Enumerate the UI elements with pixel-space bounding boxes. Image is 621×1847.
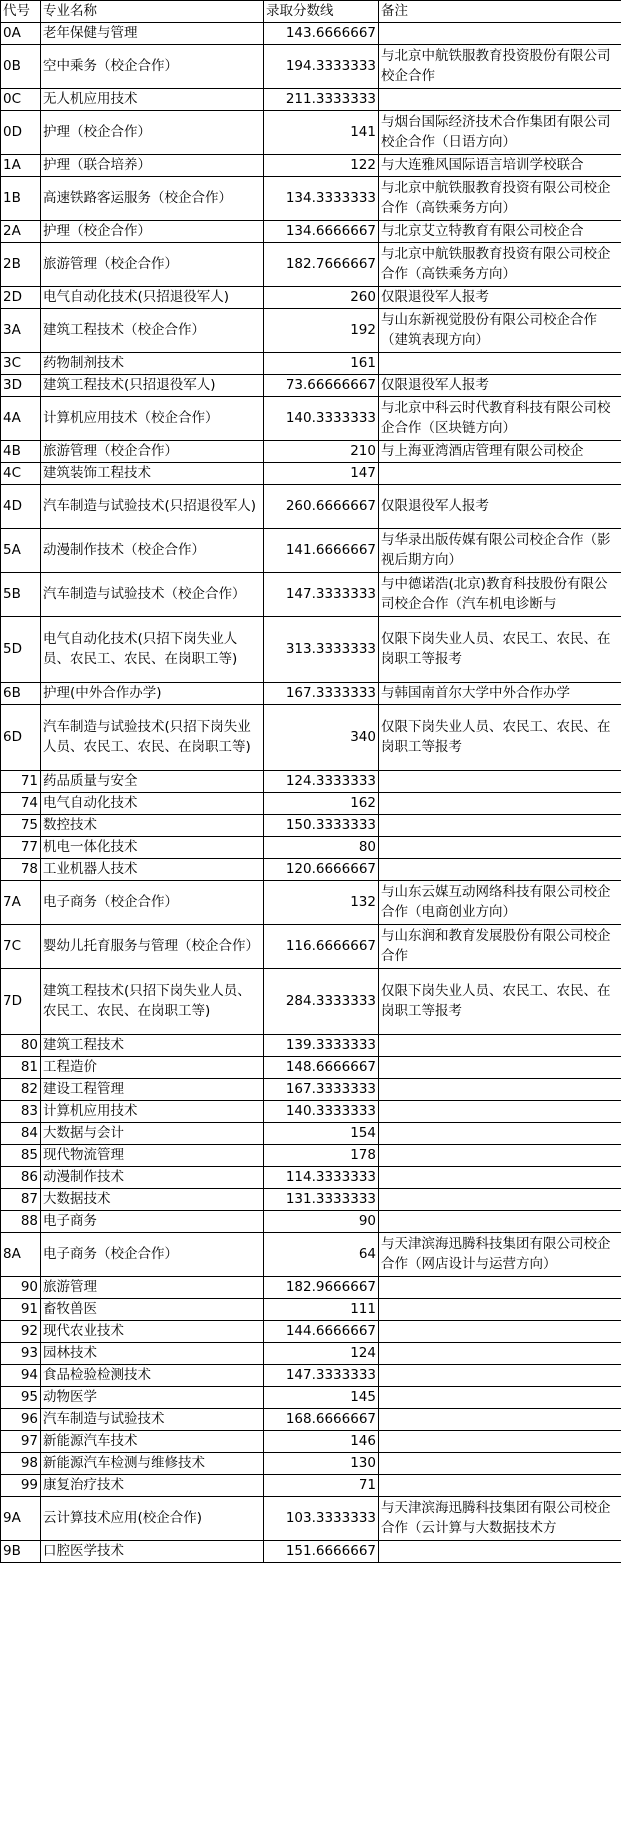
cell-score: 150.3333333 <box>264 815 379 837</box>
cell-note <box>379 1453 621 1475</box>
cell-score: 143.6666667 <box>264 23 379 45</box>
cell-note <box>379 1145 621 1167</box>
cell-score: 147.3333333 <box>264 573 379 617</box>
cell-code: 3A <box>1 309 41 353</box>
cell-name: 动漫制作技术（校企合作） <box>41 529 264 573</box>
cell-note <box>379 859 621 881</box>
cell-code: 4C <box>1 463 41 485</box>
cell-name: 旅游管理 <box>41 1277 264 1299</box>
table-row <box>1 353 621 375</box>
cell-score: 147 <box>264 463 379 485</box>
cell-note: 与华录出版传媒有限公司校企合作（影视后期方向） <box>379 529 621 573</box>
cell-code: 82 <box>1 1079 41 1101</box>
cell-score: 120.6666667 <box>264 859 379 881</box>
cell-name: 畜牧兽医 <box>41 1299 264 1321</box>
cell-score: 154 <box>264 1123 379 1145</box>
cell-score: 211.3333333 <box>264 89 379 111</box>
cell-score: 124.3333333 <box>264 771 379 793</box>
cell-name: 药物制剂技术 <box>41 353 264 375</box>
table-row <box>1 1541 621 1563</box>
cell-name: 现代物流管理 <box>41 1145 264 1167</box>
cell-name: 建设工程管理 <box>41 1079 264 1101</box>
cell-score: 141 <box>264 111 379 155</box>
cell-code: 93 <box>1 1343 41 1365</box>
cell-note: 仅限下岗失业人员、农民工、农民、在岗职工等报考 <box>379 617 621 683</box>
table-row <box>1 397 621 441</box>
cell-note: 与上海亚湾酒店管理有限公司校企 <box>379 441 621 463</box>
table-row <box>1 463 621 485</box>
cell-name: 建筑工程技术 <box>41 1035 264 1057</box>
table-row <box>1 617 621 683</box>
cell-score: 80 <box>264 837 379 859</box>
cell-score: 140.3333333 <box>264 397 379 441</box>
cell-name: 电气自动化技术(只招下岗失业人员、农民工、农民、在岗职工等) <box>41 617 264 683</box>
cell-note: 与中德诺浩(北京)教育科技股份有限公司校企合作（汽车机电诊断与 <box>379 573 621 617</box>
cell-name: 护理(中外合作办学) <box>41 683 264 705</box>
cell-score: 162 <box>264 793 379 815</box>
cell-code: 95 <box>1 1387 41 1409</box>
cell-note: 仅限退役军人报考 <box>379 485 621 529</box>
cell-code: 9B <box>1 1541 41 1563</box>
cell-note <box>379 793 621 815</box>
cell-name: 电气自动化技术(只招退役军人) <box>41 287 264 309</box>
cell-code: 0B <box>1 45 41 89</box>
cell-code: 99 <box>1 1475 41 1497</box>
table-row <box>1 441 621 463</box>
cell-score: 114.3333333 <box>264 1167 379 1189</box>
cell-code: 86 <box>1 1167 41 1189</box>
cell-note <box>379 1167 621 1189</box>
cell-score: 134.3333333 <box>264 177 379 221</box>
cell-code: 2A <box>1 221 41 243</box>
table-row <box>1 1387 621 1409</box>
cell-note <box>379 1035 621 1057</box>
table-row <box>1 1277 621 1299</box>
header-code: 代号 <box>1 1 41 23</box>
table-row <box>1 1431 621 1453</box>
cell-note <box>379 1211 621 1233</box>
cell-name: 老年保健与管理 <box>41 23 264 45</box>
header-name: 专业名称 <box>41 1 264 23</box>
table-row <box>1 1233 621 1277</box>
cell-note <box>379 1365 621 1387</box>
cell-code: 94 <box>1 1365 41 1387</box>
cell-note: 与北京中航铁服教育投资有限公司校企合作（高铁乘务方向） <box>379 243 621 287</box>
table-row <box>1 1123 621 1145</box>
cell-code: 77 <box>1 837 41 859</box>
cell-score: 340 <box>264 705 379 771</box>
cell-score: 139.3333333 <box>264 1035 379 1057</box>
table-row <box>1 969 621 1035</box>
table-row <box>1 705 621 771</box>
cell-name: 新能源汽车技术 <box>41 1431 264 1453</box>
cell-name: 计算机应用技术（校企合作） <box>41 397 264 441</box>
cell-code: 1A <box>1 155 41 177</box>
cell-code: 5A <box>1 529 41 573</box>
cell-score: 284.3333333 <box>264 969 379 1035</box>
cell-name: 旅游管理（校企合作） <box>41 243 264 287</box>
cell-code: 0D <box>1 111 41 155</box>
table-row <box>1 1475 621 1497</box>
cell-code: 84 <box>1 1123 41 1145</box>
table-row <box>1 1145 621 1167</box>
table-row <box>1 1365 621 1387</box>
cell-note: 与天津滨海迅腾科技集团有限公司校企合作（云计算与大数据技术方 <box>379 1497 621 1541</box>
cell-score: 116.6666667 <box>264 925 379 969</box>
cell-note <box>379 1321 621 1343</box>
cell-code: 71 <box>1 771 41 793</box>
table-row <box>1 1057 621 1079</box>
cell-score: 168.6666667 <box>264 1409 379 1431</box>
cell-note <box>379 1541 621 1563</box>
table-row <box>1 309 621 353</box>
cell-code: 5B <box>1 573 41 617</box>
cell-name: 园林技术 <box>41 1343 264 1365</box>
cell-note <box>379 89 621 111</box>
cell-score: 64 <box>264 1233 379 1277</box>
cell-score: 132 <box>264 881 379 925</box>
cell-code: 3D <box>1 375 41 397</box>
table-row <box>1 89 621 111</box>
table-row <box>1 1189 621 1211</box>
cell-code: 7C <box>1 925 41 969</box>
cell-score: 146 <box>264 1431 379 1453</box>
cell-name: 旅游管理（校企合作） <box>41 441 264 463</box>
cell-code: 7D <box>1 969 41 1035</box>
cell-name: 电子商务（校企合作） <box>41 881 264 925</box>
cell-score: 182.7666667 <box>264 243 379 287</box>
cell-name: 护理（校企合作） <box>41 111 264 155</box>
table-row <box>1 485 621 529</box>
cell-name: 新能源汽车检测与维修技术 <box>41 1453 264 1475</box>
cell-name: 建筑工程技术(只招退役军人) <box>41 375 264 397</box>
header-score: 录取分数线 <box>264 1 379 23</box>
cell-score: 167.3333333 <box>264 683 379 705</box>
table-row <box>1 1453 621 1475</box>
cell-note <box>379 1299 621 1321</box>
cell-name: 护理（校企合作） <box>41 221 264 243</box>
cell-note <box>379 1277 621 1299</box>
cell-name: 数控技术 <box>41 815 264 837</box>
cell-name: 大数据与会计 <box>41 1123 264 1145</box>
table-row <box>1 1167 621 1189</box>
cell-code: 5D <box>1 617 41 683</box>
cell-code: 90 <box>1 1277 41 1299</box>
cell-score: 90 <box>264 1211 379 1233</box>
cell-score: 194.3333333 <box>264 45 379 89</box>
cell-code: 83 <box>1 1101 41 1123</box>
cell-name: 工业机器人技术 <box>41 859 264 881</box>
cell-code: 91 <box>1 1299 41 1321</box>
cell-code: 80 <box>1 1035 41 1057</box>
cell-score: 313.3333333 <box>264 617 379 683</box>
table-row <box>1 155 621 177</box>
cell-score: 148.6666667 <box>264 1057 379 1079</box>
table-row <box>1 815 621 837</box>
table-row <box>1 177 621 221</box>
cell-name: 现代农业技术 <box>41 1321 264 1343</box>
cell-note: 与山东新视觉股份有限公司校企合作（建筑表现方向） <box>379 309 621 353</box>
cell-score: 260 <box>264 287 379 309</box>
table-row <box>1 221 621 243</box>
table-row <box>1 45 621 89</box>
cell-score: 147.3333333 <box>264 1365 379 1387</box>
cell-code: 92 <box>1 1321 41 1343</box>
cell-score: 151.6666667 <box>264 1541 379 1563</box>
cell-note <box>379 1431 621 1453</box>
table-row <box>1 243 621 287</box>
cell-code: 78 <box>1 859 41 881</box>
cell-code: 88 <box>1 1211 41 1233</box>
cell-score: 71 <box>264 1475 379 1497</box>
cell-code: 81 <box>1 1057 41 1079</box>
cell-note: 与天津滨海迅腾科技集团有限公司校企合作（网店设计与运营方向） <box>379 1233 621 1277</box>
cell-score: 145 <box>264 1387 379 1409</box>
cell-name: 动漫制作技术 <box>41 1167 264 1189</box>
table-row <box>1 1343 621 1365</box>
cell-score: 122 <box>264 155 379 177</box>
cell-code: 0C <box>1 89 41 111</box>
table-row <box>1 573 621 617</box>
cell-name: 汽车制造与试验技术(只招下岗失业人员、农民工、农民、在岗职工等) <box>41 705 264 771</box>
cell-score: 210 <box>264 441 379 463</box>
cell-score: 73.66666667 <box>264 375 379 397</box>
cell-code: 1B <box>1 177 41 221</box>
cell-score: 178 <box>264 1145 379 1167</box>
cell-score: 124 <box>264 1343 379 1365</box>
cell-note <box>379 837 621 859</box>
cell-score: 130 <box>264 1453 379 1475</box>
cell-name: 口腔医学技术 <box>41 1541 264 1563</box>
cell-note <box>379 771 621 793</box>
cell-name: 药品质量与安全 <box>41 771 264 793</box>
table-row <box>1 287 621 309</box>
cell-note <box>379 1123 621 1145</box>
table-body <box>1 1 621 1563</box>
cell-score: 182.9666667 <box>264 1277 379 1299</box>
cell-code: 2D <box>1 287 41 309</box>
cell-code: 3C <box>1 353 41 375</box>
table-row <box>1 771 621 793</box>
cell-name: 建筑工程技术（校企合作） <box>41 309 264 353</box>
cell-code: 9A <box>1 1497 41 1541</box>
cell-note: 与大连雅风国际语言培训学校联合 <box>379 155 621 177</box>
cell-code: 4D <box>1 485 41 529</box>
cell-note <box>379 1079 621 1101</box>
cell-score: 134.6666667 <box>264 221 379 243</box>
table-row <box>1 529 621 573</box>
table-row <box>1 859 621 881</box>
table-row <box>1 837 621 859</box>
cell-note <box>379 23 621 45</box>
cell-score: 140.3333333 <box>264 1101 379 1123</box>
cell-code: 4B <box>1 441 41 463</box>
table-row <box>1 925 621 969</box>
cell-score: 131.3333333 <box>264 1189 379 1211</box>
cell-code: 85 <box>1 1145 41 1167</box>
cell-name: 康复治疗技术 <box>41 1475 264 1497</box>
table-row <box>1 23 621 45</box>
cell-name: 计算机应用技术 <box>41 1101 264 1123</box>
cell-note: 与山东云媒互动网络科技有限公司校企合作（电商创业方向） <box>379 881 621 925</box>
cell-name: 高速铁路客运服务（校企合作） <box>41 177 264 221</box>
cell-name: 汽车制造与试验技术(只招退役军人) <box>41 485 264 529</box>
cell-note <box>379 1189 621 1211</box>
cell-note <box>379 1475 621 1497</box>
cell-code: 6D <box>1 705 41 771</box>
table-row <box>1 1079 621 1101</box>
cell-code: 2B <box>1 243 41 287</box>
header-note: 备注 <box>379 1 621 23</box>
cell-note: 与韩国南首尔大学中外合作办学 <box>379 683 621 705</box>
cell-name: 护理（联合培养） <box>41 155 264 177</box>
cell-name: 机电一体化技术 <box>41 837 264 859</box>
cell-name: 汽车制造与试验技术 <box>41 1409 264 1431</box>
cell-score: 103.3333333 <box>264 1497 379 1541</box>
cell-name: 婴幼儿托育服务与管理（校企合作） <box>41 925 264 969</box>
cell-name: 电气自动化技术 <box>41 793 264 815</box>
table-row <box>1 1321 621 1343</box>
table-row <box>1 1299 621 1321</box>
cell-score: 192 <box>264 309 379 353</box>
cell-name: 建筑装饰工程技术 <box>41 463 264 485</box>
cell-name: 食品检验检测技术 <box>41 1365 264 1387</box>
table-row <box>1 683 621 705</box>
table-row <box>1 1409 621 1431</box>
cell-note: 与山东润和教育发展股份有限公司校企合作 <box>379 925 621 969</box>
table-row <box>1 111 621 155</box>
cell-note: 仅限退役军人报考 <box>379 287 621 309</box>
cell-score: 111 <box>264 1299 379 1321</box>
table-row <box>1 1497 621 1541</box>
cell-name: 动物医学 <box>41 1387 264 1409</box>
table-row <box>1 1211 621 1233</box>
cell-code: 98 <box>1 1453 41 1475</box>
cell-code: 74 <box>1 793 41 815</box>
cell-note <box>379 463 621 485</box>
cell-code: 4A <box>1 397 41 441</box>
cell-note <box>379 353 621 375</box>
cell-note: 与北京艾立特教育有限公司校企合 <box>379 221 621 243</box>
cell-code: 87 <box>1 1189 41 1211</box>
table-row <box>1 1101 621 1123</box>
table-row <box>1 1035 621 1057</box>
cell-score: 161 <box>264 353 379 375</box>
cell-note: 仅限下岗失业人员、农民工、农民、在岗职工等报考 <box>379 705 621 771</box>
cell-code: 0A <box>1 23 41 45</box>
cell-note: 与北京中科云时代教育科技有限公司校企合作（区块链方向） <box>379 397 621 441</box>
cell-note <box>379 1409 621 1431</box>
cell-name: 汽车制造与试验技术（校企合作） <box>41 573 264 617</box>
cell-name: 云计算技术应用(校企合作) <box>41 1497 264 1541</box>
table-row <box>1 375 621 397</box>
cell-code: 75 <box>1 815 41 837</box>
cell-note <box>379 1057 621 1079</box>
cell-code: 96 <box>1 1409 41 1431</box>
cell-note: 仅限退役军人报考 <box>379 375 621 397</box>
table-row <box>1 793 621 815</box>
cell-name: 电子商务 <box>41 1211 264 1233</box>
table-row <box>1 881 621 925</box>
cell-note <box>379 1343 621 1365</box>
cell-name: 电子商务（校企合作） <box>41 1233 264 1277</box>
cell-note: 与北京中航铁服教育投资股份有限公司校企合作 <box>379 45 621 89</box>
cell-note <box>379 1101 621 1123</box>
header-row <box>1 1 621 23</box>
cell-name: 空中乘务（校企合作） <box>41 45 264 89</box>
cell-note: 与北京中航铁服教育投资有限公司校企合作（高铁乘务方向） <box>379 177 621 221</box>
cell-name: 大数据技术 <box>41 1189 264 1211</box>
cell-score: 167.3333333 <box>264 1079 379 1101</box>
cell-score: 260.6666667 <box>264 485 379 529</box>
cell-score: 144.6666667 <box>264 1321 379 1343</box>
cell-name: 建筑工程技术(只招下岗失业人员、农民工、农民、在岗职工等) <box>41 969 264 1035</box>
cell-note: 仅限下岗失业人员、农民工、农民、在岗职工等报考 <box>379 969 621 1035</box>
cell-code: 6B <box>1 683 41 705</box>
cell-note <box>379 815 621 837</box>
cell-name: 无人机应用技术 <box>41 89 264 111</box>
cell-code: 8A <box>1 1233 41 1277</box>
cell-note <box>379 1387 621 1409</box>
cell-note: 与烟台国际经济技术合作集团有限公司校企合作（日语方向） <box>379 111 621 155</box>
cell-name: 工程造价 <box>41 1057 264 1079</box>
cell-code: 7A <box>1 881 41 925</box>
cell-code: 97 <box>1 1431 41 1453</box>
cell-score: 141.6666667 <box>264 529 379 573</box>
